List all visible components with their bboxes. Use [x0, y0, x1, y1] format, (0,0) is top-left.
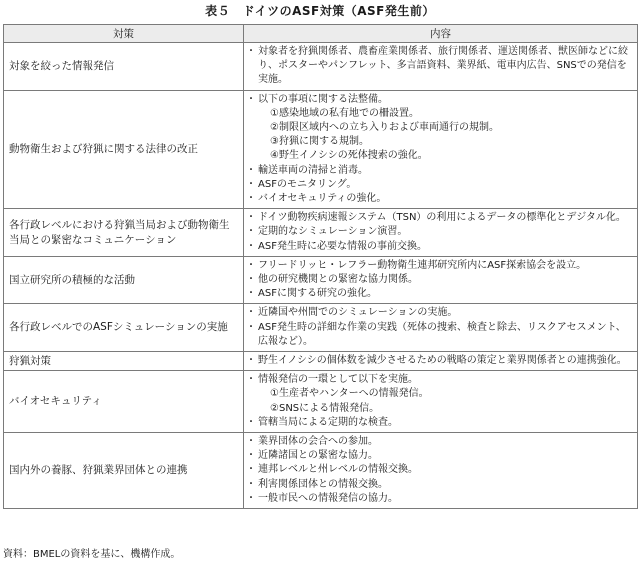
table-row: [4, 371, 638, 433]
list-item-text: ASFのモニタリング。: [258, 178, 357, 190]
table-row: [4, 90, 638, 209]
list-item: [248, 463, 633, 477]
content-list: [248, 211, 633, 254]
list-item-text: 管轄当局による定期的な検査。: [258, 416, 398, 428]
table-body: [4, 43, 638, 509]
list-item-text: 業界団体の会合への参加。: [258, 436, 378, 448]
table-row: [4, 433, 638, 509]
table-title: 表５ ドイツのASF対策（ASF発生前）: [205, 4, 435, 18]
list-item-text: 連邦レベルと州レベルの情報交換。: [258, 464, 418, 476]
list-item: [248, 306, 633, 320]
sub-list: [258, 387, 633, 415]
list-item-text: 輸送車両の清掃と消毒。: [258, 164, 368, 176]
list-item-text: ドイツ動物疾病速報システム（TSN）の利用によるデータの標準化とデジタル化。: [258, 212, 626, 224]
sub-list-item: ②制限区域内への立ち入りおよび車両通行の規制。: [270, 122, 499, 134]
measure-cell: 対象を絞った情報発信: [4, 43, 244, 91]
list-item: [248, 211, 633, 225]
list-item-text: 野生イノシシの個体数を減少させるための戦略の策定と業界関係者との連携強化。: [258, 355, 627, 367]
sub-list-item: ②SNSによる情報発信。: [270, 402, 380, 414]
header-measure: 対策: [4, 25, 244, 43]
list-item-text: 以下の事項に関する法整備。: [258, 93, 388, 105]
list-item: [248, 435, 633, 449]
list-item-text: 対象者を狩猟関係者、農畜産業関係者、旅行関係者、運送関係者、獣医師などに絞り、ポスターやパンフレット、多言語資料、業界紙、電車内広告、SNSでの発信を実施。: [258, 46, 628, 86]
content-list: [248, 306, 633, 349]
measure-cell: 国立研究所の積極的な活動: [4, 256, 244, 304]
list-item: [248, 93, 633, 164]
content-cell: [244, 43, 638, 91]
list-item-text: 他の研究機関との緊密な協力関係。: [258, 274, 418, 286]
list-item: [248, 416, 633, 430]
list-item-text: フリードリッヒ・レフラー動物衛生連邦研究所内にASF探索協会を設立。: [258, 259, 587, 271]
content-cell: [244, 433, 638, 509]
table-header-row: [4, 25, 638, 43]
content-cell: [244, 371, 638, 433]
sub-list-item: ①感染地域の私有地での柵設置。: [270, 107, 419, 119]
measure-cell: 国内外の養豚、狩猟業界団体との連携: [4, 433, 244, 509]
table-row: [4, 209, 638, 257]
content-cell: [244, 90, 638, 209]
list-item-text: 一般市民への情報発信の協力。: [258, 492, 398, 504]
list-item-text: バイオセキュリティの強化。: [258, 193, 387, 205]
content-list: [248, 373, 633, 430]
list-item: [248, 373, 633, 416]
list-item: [248, 225, 633, 239]
table-row: [4, 43, 638, 91]
list-item: [248, 321, 633, 349]
header-content: 内容: [244, 25, 638, 43]
measure-cell: 各行政レベルにおける狩猟当局および動物衛生当局との緊密なコミュニケーション: [4, 209, 244, 257]
content-list: [248, 354, 633, 368]
measure-cell: バイオセキュリティ: [4, 371, 244, 433]
table-row: [4, 304, 638, 352]
sub-list-item: ①生産者やハンターへの情報発信。: [270, 388, 429, 400]
list-item: [248, 478, 633, 492]
list-item: [248, 287, 633, 301]
list-item-text: 利害関係団体との情報交換。: [258, 478, 388, 490]
list-item-text: 情報発信の一環として以下を実施。: [258, 374, 418, 386]
measures-table: [3, 24, 638, 509]
list-item-text: ASF発生時の詳細な作業の実践（死体の捜索、検査と除去、リスクアセスメント、広報など）。: [258, 321, 626, 347]
sub-list: [258, 107, 633, 164]
measure-cell: 動物衛生および狩猟に関する法律の改正: [4, 90, 244, 209]
list-item: [248, 240, 633, 254]
table-row: [4, 352, 638, 371]
list-item-text: 近隣諸国との緊密な協力。: [258, 450, 378, 462]
measure-cell: 各行政レベルでのASFシミュレーションの実施: [4, 304, 244, 352]
table-row: [4, 256, 638, 304]
list-item-text: 近隣国や州間でのシミュレーションの実施。: [258, 307, 458, 319]
list-item-text: 定期的なシミュレーション演習。: [258, 226, 408, 238]
content-list: [248, 259, 633, 302]
list-item: [248, 178, 633, 192]
content-cell: [244, 304, 638, 352]
list-item: [248, 192, 633, 206]
list-item-text: ASFに関する研究の強化。: [258, 288, 377, 300]
content-list: [248, 93, 633, 207]
content-cell: [244, 256, 638, 304]
sub-list-item: ③狩猟に関する規制。: [270, 136, 369, 148]
content-cell: [244, 352, 638, 371]
list-item: [248, 164, 633, 178]
content-list: [248, 45, 633, 88]
list-item: [248, 492, 633, 506]
measure-cell: 狩猟対策: [4, 352, 244, 371]
content-list: [248, 435, 633, 506]
content-cell: [244, 209, 638, 257]
list-item-text: ASF発生時に必要な情報の事前交換。: [258, 240, 427, 252]
source-note: 資料：BMELの資料を基に、機構作成。: [3, 549, 181, 560]
list-item: [248, 449, 633, 463]
list-item: [248, 354, 633, 368]
list-item: [248, 273, 633, 287]
list-item: [248, 45, 633, 88]
list-item: [248, 259, 633, 273]
sub-list-item: ④野生イノシシの死体捜索の強化。: [270, 150, 428, 162]
